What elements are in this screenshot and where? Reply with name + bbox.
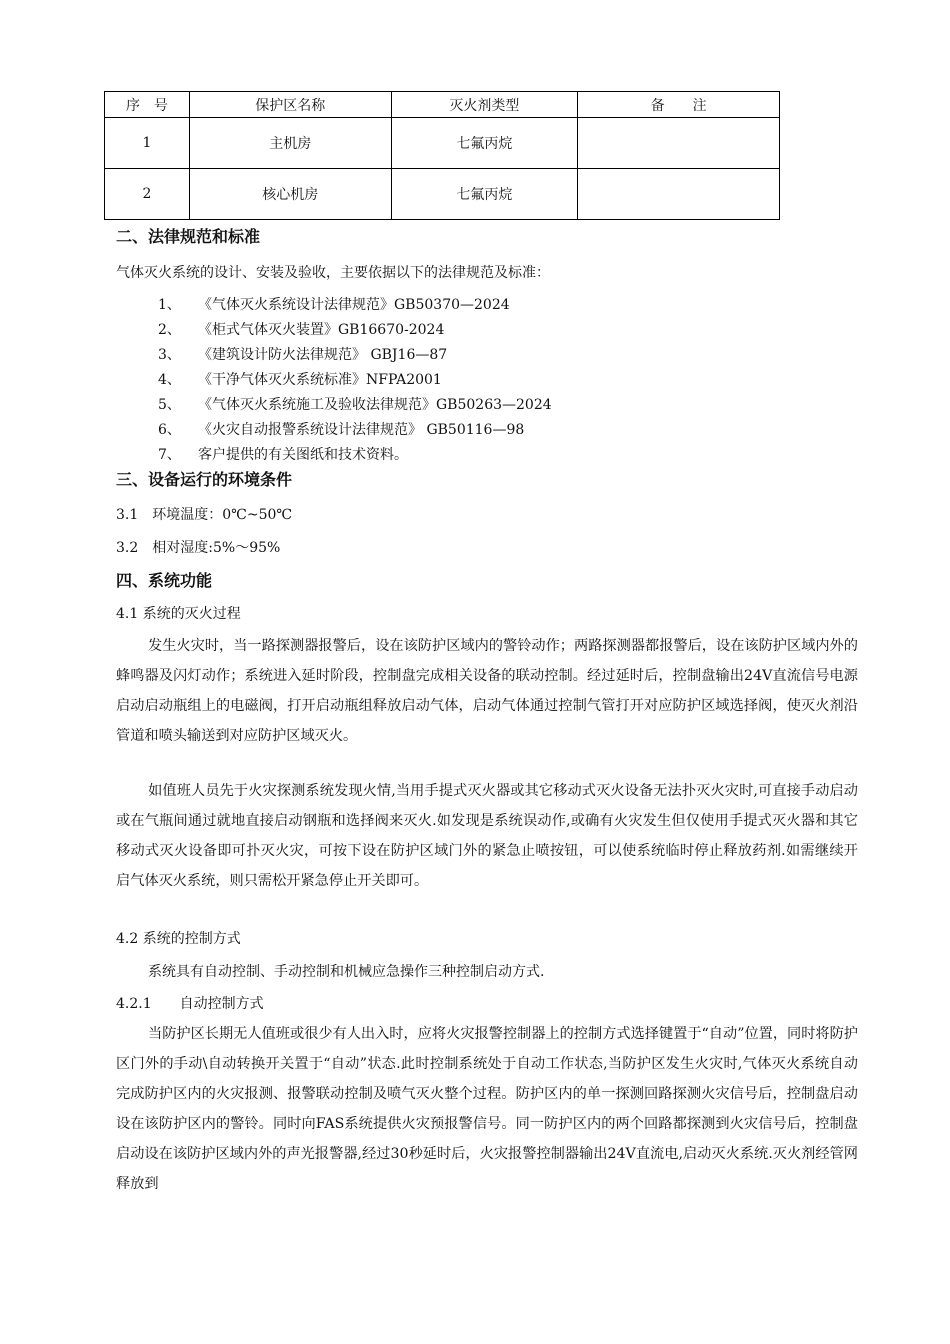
subsection-4-2-title: 4.2 系统的控制方式 <box>116 931 241 947</box>
list-item <box>158 369 442 389</box>
list-number: 5、 <box>158 397 181 413</box>
table-header-row <box>105 92 780 118</box>
table-cell: 核心机房 <box>189 169 391 220</box>
list-text: 《干净气体灭火系统标准》NFPA2001 <box>198 372 442 388</box>
header-cell: 备 注 <box>578 92 780 118</box>
table-cell: 主机房 <box>189 118 391 169</box>
paragraph-auto-control <box>116 1019 858 1199</box>
list-number: 3、 <box>158 347 181 363</box>
list-item <box>158 419 524 439</box>
header-cell: 序 号 <box>105 92 190 118</box>
table-cell: 2 <box>105 169 190 220</box>
header-cell: 灭火剂类型 <box>391 92 578 118</box>
paragraph-text: 如值班人员先于火灾探测系统发现火情,当用手提式灭火器或其它移动式灭火设备无法扑灭火灾时,可直接手动启动或在气瓶间通过就地直接启动钢瓶和选择阀来灭火.如发现是系统误动作,或确有火灾发生但仅使用手提式灭火器和其它移动式灭火设备即可扑灭火灾，可按下设在防护区域门外的紧急止喷按钮，可以使系统临时停止释放药剂.如需继续开启气体灭火系统，则只需松开紧急停止开关即可。 <box>116 783 858 889</box>
list-text: 客户提供的有关图纸和技术资料。 <box>198 447 408 463</box>
list-item <box>158 444 408 464</box>
protection-zone-table <box>104 91 780 220</box>
paragraph-text: 发生火灾时，当一路探测器报警后，设在该防护区域内的警铃动作；两路探测器都报警后，设在该防护区域内外的蜂鸣器及闪灯动作；系统进入延时阶段，控制盘完成相关设备的联动控制。经过延时后，控制盘输出24V直流信号电源启动启动瓶组上的电磁阀，打开启动瓶组释放启动气体，启动气体通过控制气管打开对应防护区域选择阀，使灭火剂沿管道和喷头输送到对应防护区域灭火。 <box>116 638 858 744</box>
section-2-intro: 气体灭火系统的设计、安装及验收，主要依据以下的法律规范及标准： <box>116 265 550 281</box>
list-item <box>158 394 552 414</box>
list-text: 《火灾自动报警系统设计法律规范》 GB50116—98 <box>198 422 525 438</box>
table-cell <box>578 118 780 169</box>
list-number: 2、 <box>158 322 181 338</box>
paragraph-text: 当防护区长期无人值班或很少有人出入时，应将火灾报警控制器上的控制方式选择键置于“自动”位置，同时将防护区门外的手动\自动转换开关置于“自动”状态.此时控制系统处于自动工作状态,当防护区发生火灾时,气体灭火系统自动完成防护区内的火灾报测、报警联动控制及喷气灭火整个过程。防护区内的单一探测回路探测火灾信号后，控制盘启动设在该防护区内的警铃。同时向FAS系统提供火灾预报警信号。同一防护区内的两个回路都探测到火灾信号后，控制盘启动设在该防护区域内外的声光报警器,经过30秒延时后，火灾报警控制器输出24V直流电,启动灭火系统.灭火剂经管网释放到 <box>116 1026 858 1192</box>
table-cell: 七氟丙烷 <box>391 118 578 169</box>
list-text: 《气体灭火系统施工及验收法律规范》GB50263—2024 <box>198 397 552 413</box>
list-item <box>158 344 447 364</box>
section-3-heading: 三、设备运行的环境条件 <box>116 470 293 489</box>
list-text: 《建筑设计防火法律规范》 GBJ16—87 <box>198 347 448 363</box>
section-4-heading: 四、系统功能 <box>116 571 213 590</box>
list-item <box>158 294 510 314</box>
table-row <box>105 118 780 169</box>
list-number: 7、 <box>158 447 181 463</box>
header-cell: 保护区名称 <box>189 92 391 118</box>
table-cell: 1 <box>105 118 190 169</box>
list-text: 《柜式气体灭火装置》GB16670-2024 <box>198 322 445 338</box>
list-item <box>158 319 444 339</box>
list-number: 1、 <box>158 297 181 313</box>
list-number: 6、 <box>158 422 181 438</box>
list-number: 4、 <box>158 372 181 388</box>
section-2-heading: 二、法律规范和标准 <box>116 227 261 246</box>
humidity-range: 3.2 相对湿度:5%～95% <box>116 540 281 556</box>
subsection-4-2-1-title: 4.2.1 自动控制方式 <box>116 996 264 1012</box>
table-cell <box>578 169 780 220</box>
control-modes-text: 系统具有自动控制、手动控制和机械应急操作三种控制启动方式. <box>148 964 545 980</box>
list-text: 《气体灭火系统设计法律规范》GB50370—2024 <box>198 297 510 313</box>
table-cell: 七氟丙烷 <box>391 169 578 220</box>
table-row <box>105 169 780 220</box>
temperature-range: 3.1 环境温度：0℃~50℃ <box>116 507 293 523</box>
paragraph-fire-process <box>116 631 858 751</box>
paragraph-manual-start <box>116 776 858 896</box>
subsection-4-1-title: 4.1 系统的灭火过程 <box>116 606 241 622</box>
